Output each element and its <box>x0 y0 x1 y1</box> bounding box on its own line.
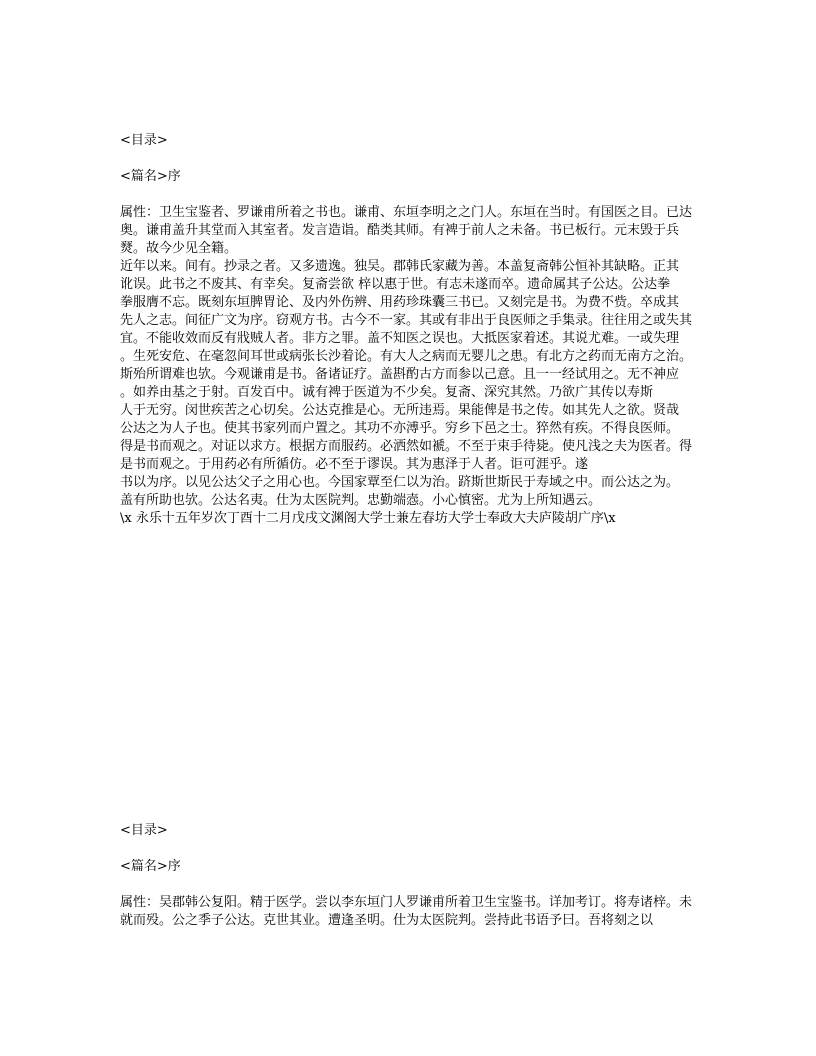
body-line: 就而殁。公之季子公达。克世其业。遭逢圣明。仕为太医院判。尝持此书语予曰。吾将刻之以 <box>120 913 654 928</box>
preface-section <box>120 132 700 528</box>
body-line: 拳服膺不忘。既刻东垣脾胃论、及内外伤辨、用药珍珠囊三书已。又刻完是书。为费不赀。卒成其 <box>120 295 680 310</box>
toc-heading: <目录> <box>120 133 168 148</box>
body-line: 书以为序。以见公达父子之用心也。今国家覃至仁以为治。跻斯世斯民于寿域之中。而公达之为。 <box>120 475 680 490</box>
chapter-title: <篇名>序 <box>120 169 181 184</box>
chapter-title: <篇名>序 <box>120 859 181 874</box>
preface-section-2 <box>120 822 700 930</box>
preface-body <box>120 894 700 930</box>
toc-heading: <目录> <box>120 823 168 838</box>
body-line: 燹。故今少见全籍。 <box>120 241 238 256</box>
body-line: 近年以来。间有。抄录之者。又多遗逸。独吴。郡韩氏家藏为善。本盖复斋韩公恒补其缺略。正其 <box>120 259 680 274</box>
body-line: 是书而观之。于用药必有所循仿。必不至于谬误。其为惠泽于人者。讵可涯乎。遂 <box>120 457 589 472</box>
body-line: 人于无穷。闵世疾苦之心切矣。公达克推是心。无所违焉。果能俾是书之传。如其先人之欲。贤哉 <box>120 403 680 418</box>
signature-line: \x 永乐十五年岁次丁酉十二月戊戌文渊阁大学士兼左春坊大学士奉政大夫庐陵胡广序\x <box>120 511 616 526</box>
body-line: 斯殆所谓难也欤。今观谦甫是书。备诸证疗。盖斟酌古方而参以己意。且一一经试用之。无不神应 <box>120 367 680 382</box>
body-line: 属性：卫生宝鉴者、罗谦甫所着之书也。谦甫、东垣李明之之门人。东垣在当时。有国医之目。已达 <box>120 205 693 220</box>
body-line: 宜。不能收效而反有戕贼人者。非方之罪。盖不知医之误也。大抵医家着述。其说尤难。一或失理 <box>120 331 680 346</box>
body-line: 。如养由基之于射。百发百中。诚有裨于医道为不少矣。复斋、深究其然。乃欲广其传以寿斯 <box>120 385 654 400</box>
body-line: 公达之为人子也。使其书家列而户置之。其功不亦溥乎。穷乡下邑之士。猝然有疾。不得良医师。 <box>120 421 680 436</box>
body-line: 得是书而观之。对证以求方。根据方而服药。必洒然如褫。不至于束手待毙。使凡浅之夫为医者。得 <box>120 439 693 454</box>
body-line: 奥。谦甫盖升其堂而入其室者。发言造诣。酷类其师。有裨于前人之未备。书已板行。元末毁于兵 <box>120 223 680 238</box>
preface-body <box>120 204 700 528</box>
body-line: 。生死安危、在毫忽间耳世或病张长沙着论。有大人之病而无婴儿之患。有北方之药而无南方之治。 <box>120 349 693 364</box>
body-line: 讹误。此书之不废其、有幸矣。复斋尝欲 梓以惠于世。有志未遂而卒。遗命属其子公达。公达拳 <box>120 277 671 292</box>
body-line: 属性：吴郡韩公复阳。精于医学。尝以李东垣门人罗谦甫所着卫生宝鉴书。详加考订。将寿诸梓。未 <box>120 895 693 910</box>
body-line: 先人之志。间征广文为序。窃观方书。古今不一家。其或有非出于良医师之手集录。往往用之或失其 <box>120 313 693 328</box>
body-line: 盖有所助也欤。公达名夷。仕为太医院判。忠勤端悫。小心慎密。尤为上所知遇云。 <box>120 493 602 508</box>
